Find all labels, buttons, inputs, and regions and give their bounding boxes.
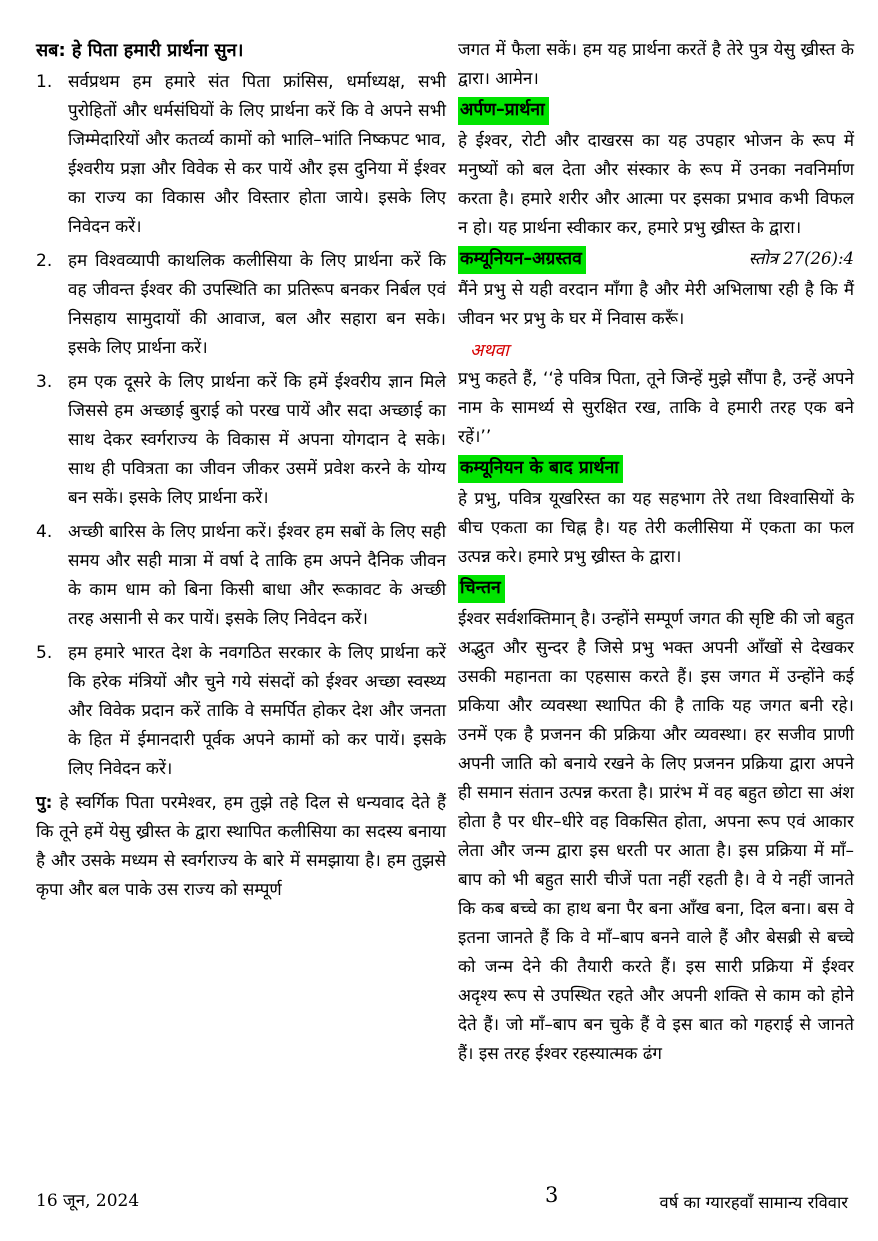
continuation-paragraph: जगत में फैला सकें। हम यह प्रार्थना करतें है तेरे पुत्र येसु ख्रीस्त के द्वारा। आमेन।	[458, 40, 854, 89]
petition-text: सर्वप्रथम हम हमारे संत पिता फ्रांसिस, धर्माध्यक्ष, सभी पुरोहितों और धर्मसंघियों के लिए प्रार्थना करें कि वे अपने सभी जिम्मेदारियों और कतर्व्य कामों को भालि–भांति निष्कपट भाव, ईश्वरीय प्रज्ञा और विवेक से कर पायें और इस दुनिया में ईश्वर का राज्य का विकास और विस्तार होता जाये। इसके लिए निवेदन करें।	[68, 72, 446, 237]
petition-number: 3.	[36, 372, 53, 392]
petition-number: 1.	[36, 72, 53, 92]
footer-sunday-title: वर्ष का ग्यारहवाँ सामान्य रविवार	[659, 1193, 848, 1212]
page-number: 3	[545, 1183, 559, 1207]
two-column-layout	[36, 36, 854, 1069]
priest-prayer-paragraph	[36, 789, 446, 905]
petition-text: अच्छी बारिस के लिए प्रार्थना करें। ईश्वर हम सबों के लिए सही समय और सही मात्रा में वर्षा दे ताकि हम अपने दैनिक जीवन के काम धाम को बिना किसी बाधा और रूकावट के अच्छी तरह असानी से कर पायें। इसके लिए निवेदन करें।	[68, 522, 446, 629]
petition-item-5	[36, 639, 446, 784]
offering-prayer-heading-row	[458, 97, 854, 125]
communion-antiphon-alternative-text: प्रभु कहते हैं, ‘‘हे पवित्र पिता, तूने जिन्हें मुझे सौंपा है, उन्हें अपने नाम के सामर्थ्य से सुरक्षित रख, ताकि वे हमारी तरह एक बने रहें।’’	[458, 369, 854, 447]
petition-text: हम हमारे भारत देश के नवगठित सरकार के लिए प्रार्थना करें कि हरेक मंत्रियों और चुने गये संसदों को ईश्वर अच्छा स्वस्थ्य और विवेक प्रदान करें ताकि वे समर्पित होकर देश और जनता के हित में ईमानदारी पूर्वक अपने कामों को कर पायें। इसके लिए निवेदन करें।	[68, 643, 446, 779]
communion-antiphon-heading: कम्यूनियन–अग्रस्तव	[458, 246, 586, 274]
or-alternative-label: अथवा	[470, 341, 509, 361]
left-column	[36, 36, 446, 1069]
post-communion-text: हे प्रभु, पवित्र यूखरिस्त का यह सहभाग तेरे तथा विश्वासियों के बीच एकता का चिह्न है। यह तेरी कलीसिया में एकता का फल उत्पन्न करे। हमारे प्रभु ख्रीस्त के द्वारा।	[458, 489, 854, 567]
offering-prayer-heading: अर्पण–प्रार्थना	[458, 97, 549, 125]
communion-antiphon-heading-row	[458, 246, 854, 274]
communion-antiphon-text: मैंने प्रभु से यही वरदान माँगा है और मेरी अभिलाषा रही है कि मैं जीवन भर प्रभु के घर में निवास करूँ।	[458, 280, 854, 329]
priest-label: पु:	[36, 793, 53, 813]
petition-number: 2.	[36, 251, 53, 271]
priest-prayer-text: हे स्वर्गिक पिता परमेश्वर, हम तुझे तहे दिल से धन्यवाद देते हैं कि तूने हमें येसु ख्रीस्त के द्वारा स्थापित कलीसिया का सदस्य बनाया है और उसके मध्यम से स्वर्गराज्य के बारे में समझाया है। हम तुझसे कृपा और बल पाके उस राज्य को सम्पूर्ण	[36, 793, 447, 900]
psalm-reference: स्तोत्र 27(26):4	[748, 249, 854, 268]
right-column	[458, 36, 854, 1069]
petition-number: 5.	[36, 643, 53, 663]
assembly-response-heading: सब: हे पिता हमारी प्रार्थना सुन।	[36, 40, 244, 61]
post-communion-heading: कम्यूनियन के बाद प्रार्थना	[458, 455, 623, 483]
petition-number: 4.	[36, 522, 53, 542]
petition-item-1	[36, 68, 446, 242]
offering-prayer-text: हे ईश्वर, रोटी और दाखरस का यह उपहार भोजन के रूप में मनुष्यों को बल देता और संस्कार के रूप में उनका नवनिर्माण करता है। हमारे शरीर और आत्मा पर इसका प्रभाव कभी विफल न हो। यह प्रार्थना स्वीकार कर, हमारे प्रभु ख्रीस्त के द्वारा।	[458, 131, 854, 238]
post-communion-heading-row	[458, 455, 854, 483]
petition-text: हम एक दूसरे के लिए प्रार्थना करें कि हमें ईश्वरीय ज्ञान मिले जिससे हम अच्छाई बुराई को परख पायें और सदा अच्छाई का साथ देकर स्वर्गराज्य के विकास में अपना योगदान दे सके। साथ ही पवित्रता का जीवन जीकर उसमें प्रवेश करने के योग्य बन सकें। इसके लिए प्रार्थना करें।	[68, 372, 446, 508]
reflection-heading-row	[458, 575, 854, 603]
reflection-text: ईश्वर सर्वशक्तिमान् है। उन्होंने सम्पूर्ण जगत की सृष्टि की जो बहुत अद्भुत और सुन्दर है जिसे प्रभु भक्त अपनी आँखों से देखकर उसकी महानता का एहसास करते हैं। इस जगत में उन्होंने कई प्रकिया और व्यवस्था स्थापित की है ताकि यह जगत बनी रहे। उनमें एक है प्रजनन की प्रक्रिया और व्यवस्था। हर सजीव प्राणी अपनी जाति को बनाये रखने के लिए प्रजनन प्रक्रिया द्वारा अपने ही समान संतान उत्पन्न करता है। प्रारंभ में वह बहुत छोटा सा अंश होता है पर धीर–धीरे वह विकसित होता, अपना रूप एवं आकार लेता और जन्म द्वारा इस धरती पर आता है। इस प्रक्रिया में माँ–बाप को भी बहुत सारी चीजें पता नहीं रहती है। वे ये नहीं जानते कि कब बच्चे का हाथ बना पैर बना आँख बना, दिल बना। बस वे इतना जानते हैं कि वे माँ–बाप बनने वाले हैं और बेसब्री से बच्चे को जन्म देने की तैयारी करते हैं। इस सारी प्रक्रिया में ईश्वर अदृश्य रूप से उपस्थित रहते और अपनी शक्ति से काम को होने देते हैं। जो माँ–बाप बन चुके हैं वे इस बात को गहराई से जानते हैं। इस तरह ईश्वर रहस्यात्मक ढंग	[458, 609, 854, 1064]
petition-text: हम विश्वव्यापी काथलिक कलीसिया के लिए प्रार्थना करें कि वह जीवन्त ईश्वर की उपस्थिति का प्रतिरूप बनकर निर्बल एवं निसहाय सामुदायों की आवाज, बल और सहारा बन सके। इसके लिए प्रार्थना करें।	[68, 251, 446, 358]
petition-item-3	[36, 368, 446, 513]
reflection-heading: चिन्तन	[458, 575, 505, 603]
footer-date: 16 जून, 2024	[36, 1191, 140, 1211]
petition-item-2	[36, 247, 446, 363]
petition-item-4	[36, 518, 446, 634]
